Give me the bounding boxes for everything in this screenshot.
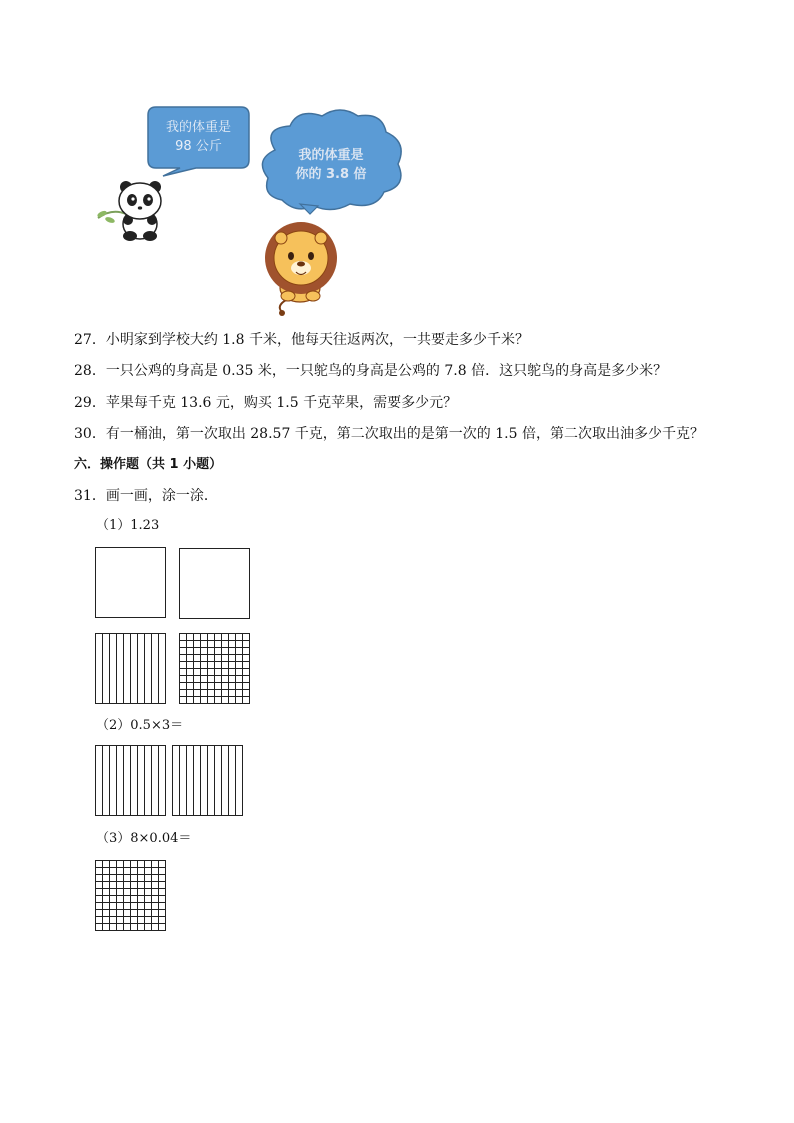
question-text: 小明家到学校大约 1.8 千米，他每天往返两次，一共要走多少千米？ [105,332,529,348]
question-number: 27． [74,332,106,348]
panda-bubble-line1: 我的体重是 [165,120,231,135]
question-text: 画一画，涂一涂． [105,488,218,504]
part-3-label: （3）8×0.04＝ [96,831,192,846]
whole-square-2[interactable] [180,549,250,619]
question-number: 31． [74,488,106,504]
question-text: 苹果每千克 13.6 元，购买 1.5 千克苹果，需要多少元？ [105,395,458,411]
whole-square-1[interactable] [96,548,166,618]
hundredths-square[interactable] [96,861,166,931]
question-number: 28． [74,363,106,379]
panda-bubble-line2: 98 公斤 [175,139,222,154]
hundredths-square[interactable] [180,634,250,704]
lion-cloud-line2: 你的 3.8 倍 [295,167,367,182]
question-text: 有一桶油，第一次取出 28.57 千克，第二次取出的是第一次的 1.5 倍，第二次取出油多少千克？ [105,426,704,442]
question-text: 一只公鸡的身高是 0.35 米，一只鸵鸟的身高是公鸡的 7.8 倍．这只鸵鸟的身高是多少米？ [105,363,668,379]
tenths-square[interactable] [96,746,166,816]
part-2-label: （2）0.5×3＝ [96,718,184,733]
section-title: 六．操作题（共 1 小题） [74,457,223,472]
part-1-label: （1）1.23 [96,518,160,533]
tenths-square[interactable] [96,634,166,704]
tenths-square[interactable] [173,746,243,816]
lion-cloud-line1: 我的体重是 [298,148,364,163]
question-number: 29． [74,395,106,411]
question-number: 30． [74,426,106,442]
